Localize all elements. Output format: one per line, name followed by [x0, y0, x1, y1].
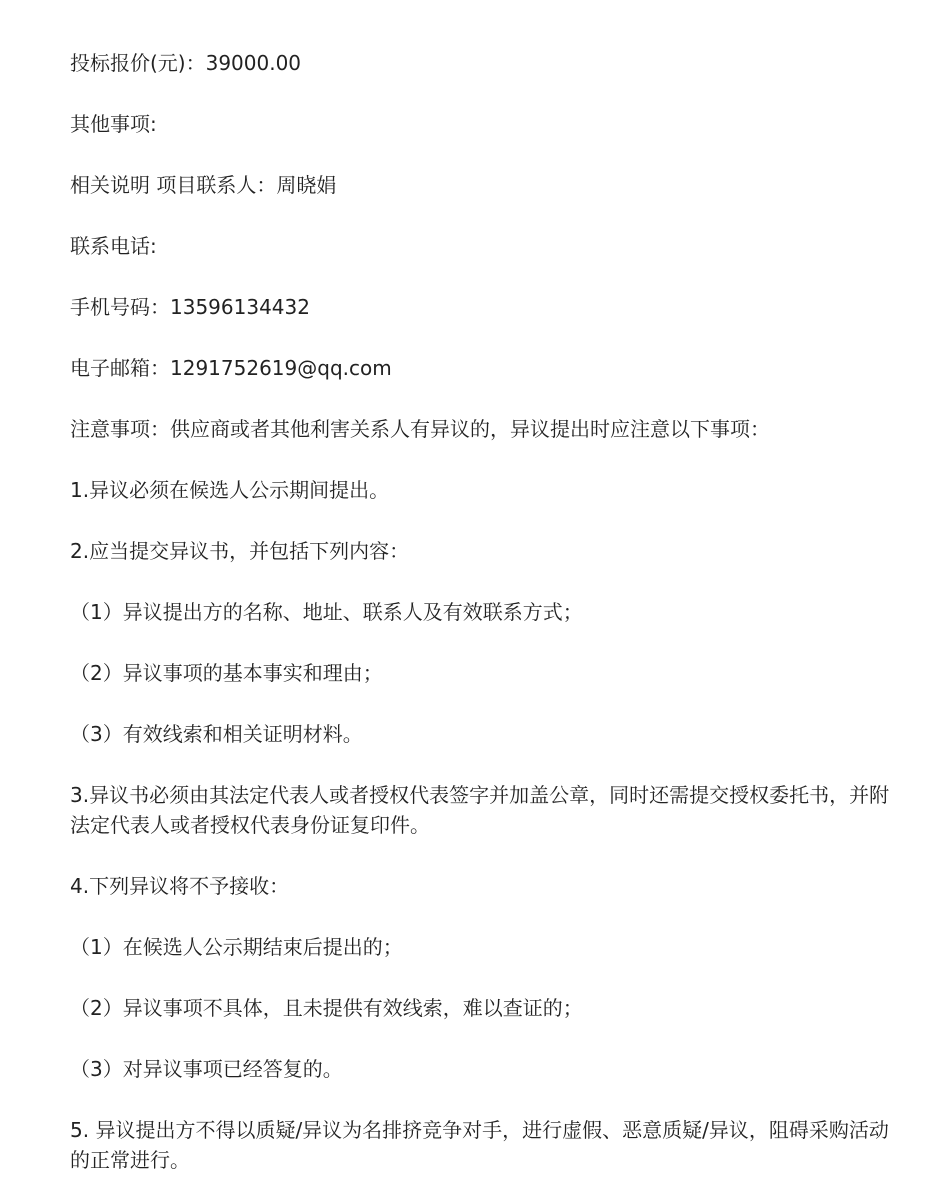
- rule-4-item-1-line: （1）在候选人公示期结束后提出的；: [70, 935, 403, 959]
- rule-1-line: 1.异议必须在候选人公示期间提出。: [70, 478, 390, 502]
- rule-4-item-2-line: （2）异议事项不具体，且未提供有效线索，难以查证的；: [70, 996, 583, 1020]
- rule-4-item-3-line: （3）对异议事项已经答复的。: [70, 1057, 343, 1081]
- rule-2-item-3-line: （3）有效线索和相关证明材料。: [70, 722, 363, 746]
- rule-2-item-2-line: （2）异议事项的基本事实和理由；: [70, 661, 383, 685]
- bid-price-line: 投标报价(元)：39000.00: [70, 51, 302, 75]
- contact-phone-line: 联系电话:: [70, 234, 157, 258]
- rule-5-line: 5. 异议提出方不得以质疑/异议为名排挤竞争对手，进行虚假、恶意质疑/异议，阻碍采购活动的正常进行。: [70, 1118, 889, 1172]
- other-matters-line: 其他事项:: [70, 112, 157, 136]
- email-line: 电子邮箱：1291752619@qq.com: [70, 356, 392, 380]
- rule-2-line: 2.应当提交异议书，并包括下列内容：: [70, 539, 410, 563]
- notice-intro-line: 注意事项：供应商或者其他利害关系人有异议的，异议提出时应注意以下事项：: [70, 417, 770, 441]
- rule-3-line: 3.异议书必须由其法定代表人或者授权代表签字并加盖公章，同时还需提交授权委托书，并附法定代表人或者授权代表身份证复印件。: [70, 783, 890, 837]
- rule-2-item-1-line: （1）异议提出方的名称、地址、联系人及有效联系方式；: [70, 600, 583, 624]
- project-contact-line: 相关说明 项目联系人：周晓娟: [70, 173, 337, 197]
- rule-4-line: 4.下列异议将不予接收：: [70, 874, 290, 898]
- mobile-number-line: 手机号码：13596134432: [70, 295, 310, 319]
